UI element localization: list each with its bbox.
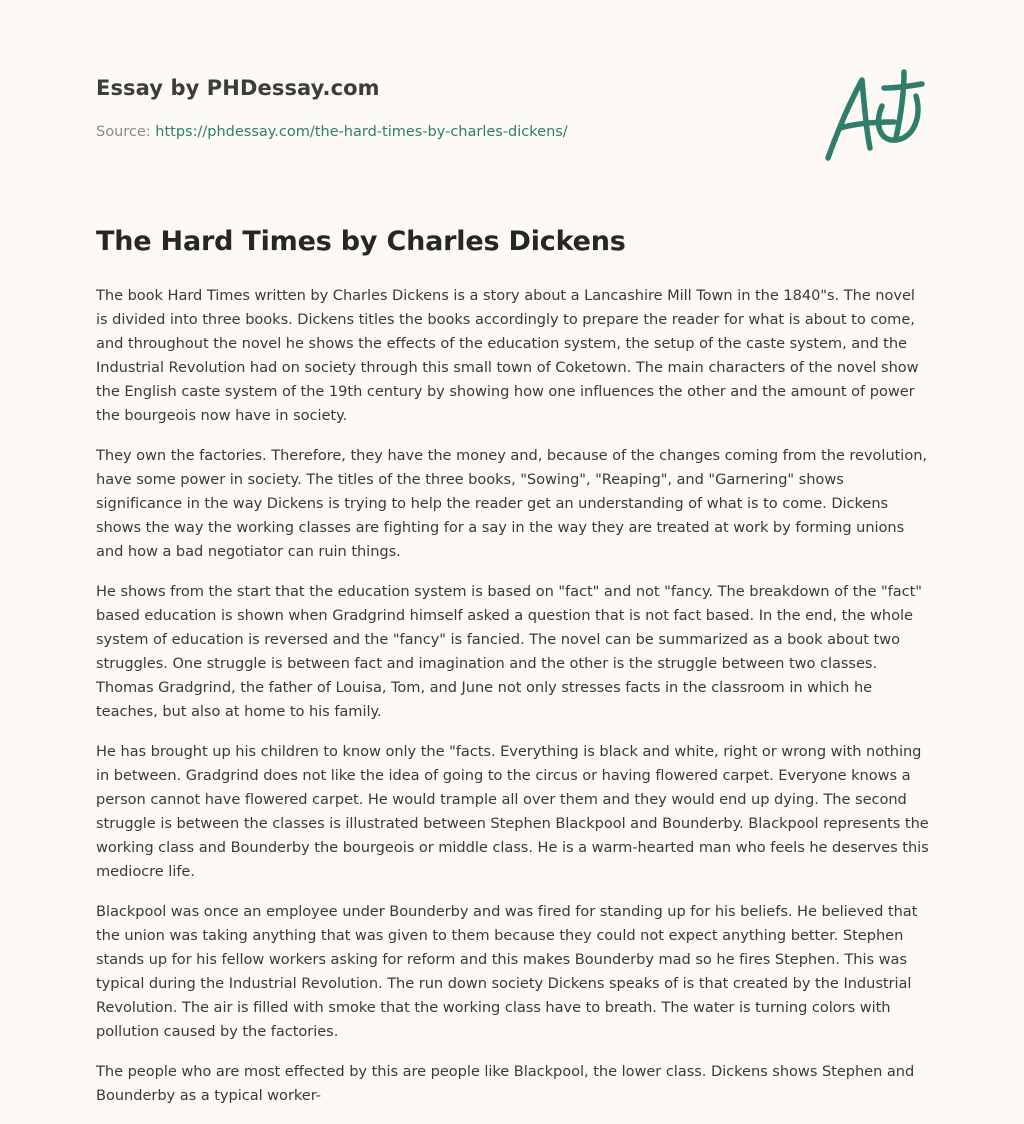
article-paragraph: The people who are most effected by this are people like Blackpool, the lower class. Dickens shows Stephen and Bounderby as a typical worker- [96,1063,915,1104]
a-plus-grade-icon [818,66,930,166]
article-title: The Hard Times by Charles Dickens [96,226,626,257]
source-link[interactable]: https://phdessay.com/the-hard-times-by-charles-dickens/ [155,124,568,140]
article-paragraph: The book Hard Times written by Charles Dickens is a story about a Lancashire Mill Town in the 1840"s. The novel is divided into three books. Dickens titles the books accordingly to prepare the reader for what is about to come, and throughout the novel he shows the effects of the education system, the setup of the caste system, and the Industrial Revolution had on society through this small town of Coketown. The main characters of the novel show the English caste system of the 19th century by showing how one influences the other and the amount of power the bourgeois now have in society. [96,287,919,424]
article-paragraph: They own the factories. Therefore, they have the money and, because of the changes coming from the revolution, have some power in society. The titles of the three books, "Sowing", "Reaping", and "Garnering" shows significance in the way Dickens is trying to help the reader get an understanding of what is to come. Dickens shows the way the working classes are fighting for a say in the way they are treated at work by forming unions and how a bad negotiator can ruin things. [96,447,927,560]
site-brand: Essay by PHDessay.com [96,76,380,100]
article-paragraph: He shows from the start that the education system is based on "fact" and not "fancy. The breakdown of the "fact" based education is shown when Gradgrind himself asked a question that is not fact based. In the end, the whole system of education is reversed and the "fancy" is fancied. The novel can be summarized as a book about two struggles. One struggle is between fact and imagination and the other is the struggle between two classes. Thomas Gradgrind, the father of Louisa, Tom, and June not only stresses facts in the classroom in which he teaches, but also at home to his family. [96,583,922,720]
source-label: Source: [96,124,156,140]
source-line [96,124,568,140]
article-paragraph: He has brought up his children to know only the "facts. Everything is black and white, right or wrong with nothing in between. Gradgrind does not like the idea of going to the circus or having flowered carpet. Everyone knows a person cannot have flowered carpet. He would trample all over them and they would end up dying. The second struggle is between the classes is illustrated between Stephen Blackpool and Bounderby. Blackpool represents the working class and Bounderby the bourgeois or middle class. He is a warm-hearted man who feels he deserves this mediocre life. [96,743,929,880]
article-paragraph: Blackpool was once an employee under Bounderby and was fired for standing up for his beliefs. He believed that the union was taking anything that was given to them because they could not expect anything better. Stephen stands up for his fellow workers asking for reform and this makes Bounderby mad so he fires Stephen. This was typical during the Industrial Revolution. The run down society Dickens speaks of is that created by the Industrial Revolution. The air is filled with smoke that the working class have to breath. The water is turning colors with pollution caused by the factories. [96,903,918,1040]
article-body [96,284,930,1124]
